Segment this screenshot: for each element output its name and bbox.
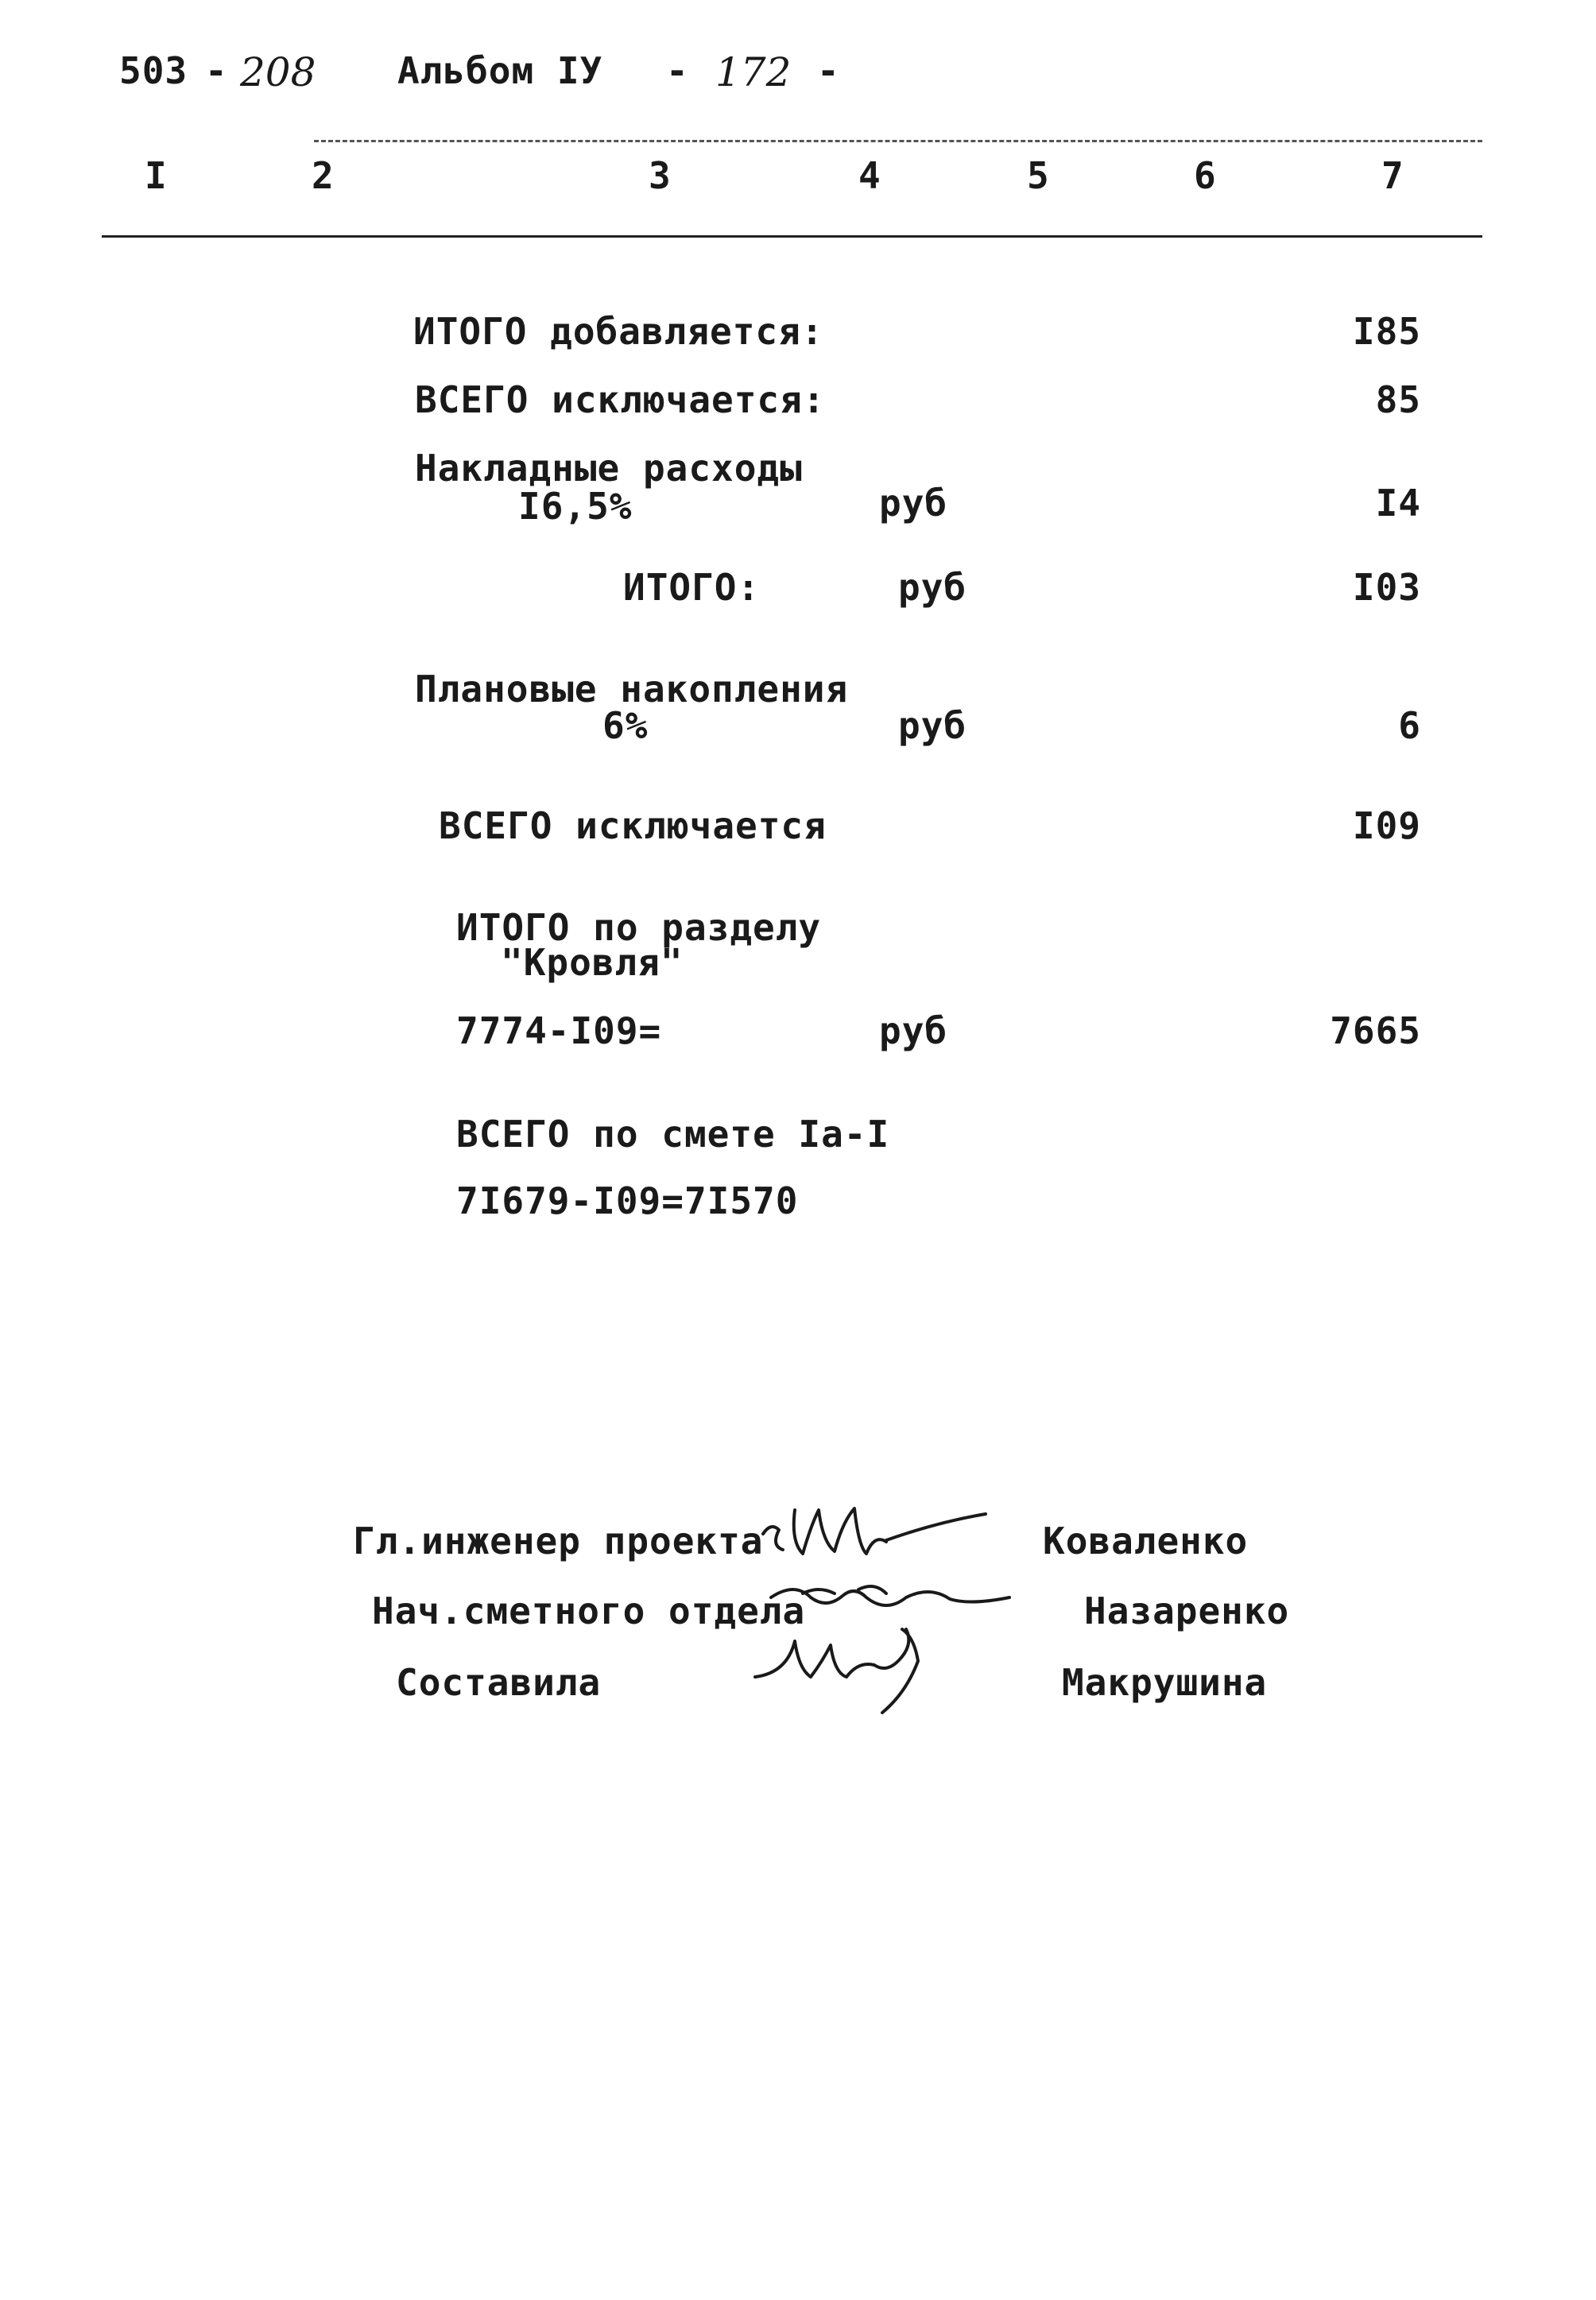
signature-compiler bbox=[755, 1629, 908, 1677]
column-header-7: 7 bbox=[1381, 154, 1404, 197]
added-total-label: ИТОГО добавляется: bbox=[413, 310, 824, 353]
signature-compiler-tail bbox=[882, 1629, 918, 1713]
column-header-5: 5 bbox=[1027, 154, 1050, 197]
table-top-rule bbox=[314, 140, 1482, 142]
subtotal-label: ИТОГО: bbox=[623, 566, 761, 609]
column-header-6: 6 bbox=[1194, 154, 1217, 197]
estimate-total-label: ВСЕГО по смете Iа-I bbox=[456, 1113, 890, 1156]
overhead-unit: руб bbox=[879, 482, 948, 525]
subtotal-value: I03 bbox=[1352, 566, 1421, 609]
column-header-2: 2 bbox=[312, 154, 335, 197]
excluded-total-label: ВСЕГО исключается bbox=[439, 804, 827, 847]
page-dash-left: - bbox=[666, 49, 689, 92]
column-header-1: I bbox=[145, 154, 168, 197]
section-name: "Кровля" bbox=[501, 941, 684, 984]
signature-chief-engineer bbox=[763, 1508, 886, 1554]
page-number: 172 bbox=[715, 49, 792, 95]
dash-separator: - bbox=[205, 49, 228, 92]
table-bottom-rule-right bbox=[628, 235, 1482, 238]
excluded-all-label: ВСЕГО исключается: bbox=[415, 378, 826, 421]
signature-name-estimate-head: Назаренко bbox=[1084, 1589, 1290, 1632]
signature-role-estimate-head: Нач.сметного отдела bbox=[372, 1589, 806, 1632]
signature-role-chief-engineer: Гл.инженер проекта bbox=[353, 1520, 764, 1562]
signature-name-compiler: Макрушина bbox=[1062, 1661, 1268, 1704]
handwritten-signatures bbox=[747, 1478, 1049, 1740]
column-header-3: 3 bbox=[649, 154, 672, 197]
column-header-4: 4 bbox=[858, 154, 881, 197]
estimate-calc: 7I679-I09=7I570 bbox=[456, 1179, 799, 1222]
section-calc: 7774-I09= bbox=[456, 1009, 662, 1052]
section-unit: руб bbox=[879, 1009, 948, 1052]
excluded-total-value: I09 bbox=[1352, 804, 1421, 847]
doc-suffix: 208 bbox=[240, 49, 316, 95]
overhead-percent: I6,5% bbox=[518, 485, 633, 528]
doc-number: 503 bbox=[119, 49, 188, 92]
planned-accumulation-value: 6 bbox=[1398, 704, 1421, 747]
signature-role-compiler: Составила bbox=[396, 1661, 602, 1704]
planned-accumulation-percent: 6% bbox=[602, 704, 649, 747]
signature-name-chief-engineer: Коваленко bbox=[1043, 1520, 1249, 1562]
album-title: Альбом IУ bbox=[397, 49, 603, 92]
added-total-value: I85 bbox=[1352, 310, 1421, 353]
signature-chief-engineer-tail bbox=[886, 1514, 986, 1540]
overhead-label: Накладные расходы bbox=[415, 447, 803, 490]
subtotal-unit: руб bbox=[898, 566, 967, 609]
page-dash-right: - bbox=[817, 49, 840, 92]
table-bottom-rule-left bbox=[102, 235, 686, 238]
section-total-label: ИТОГО по разделу bbox=[456, 906, 822, 949]
overhead-value: I4 bbox=[1375, 482, 1421, 525]
section-value: 7665 bbox=[1330, 1009, 1421, 1052]
planned-accumulation-label: Плановые накопления bbox=[415, 668, 849, 711]
planned-accumulation-unit: руб bbox=[898, 704, 967, 747]
excluded-all-value: 85 bbox=[1375, 378, 1421, 421]
